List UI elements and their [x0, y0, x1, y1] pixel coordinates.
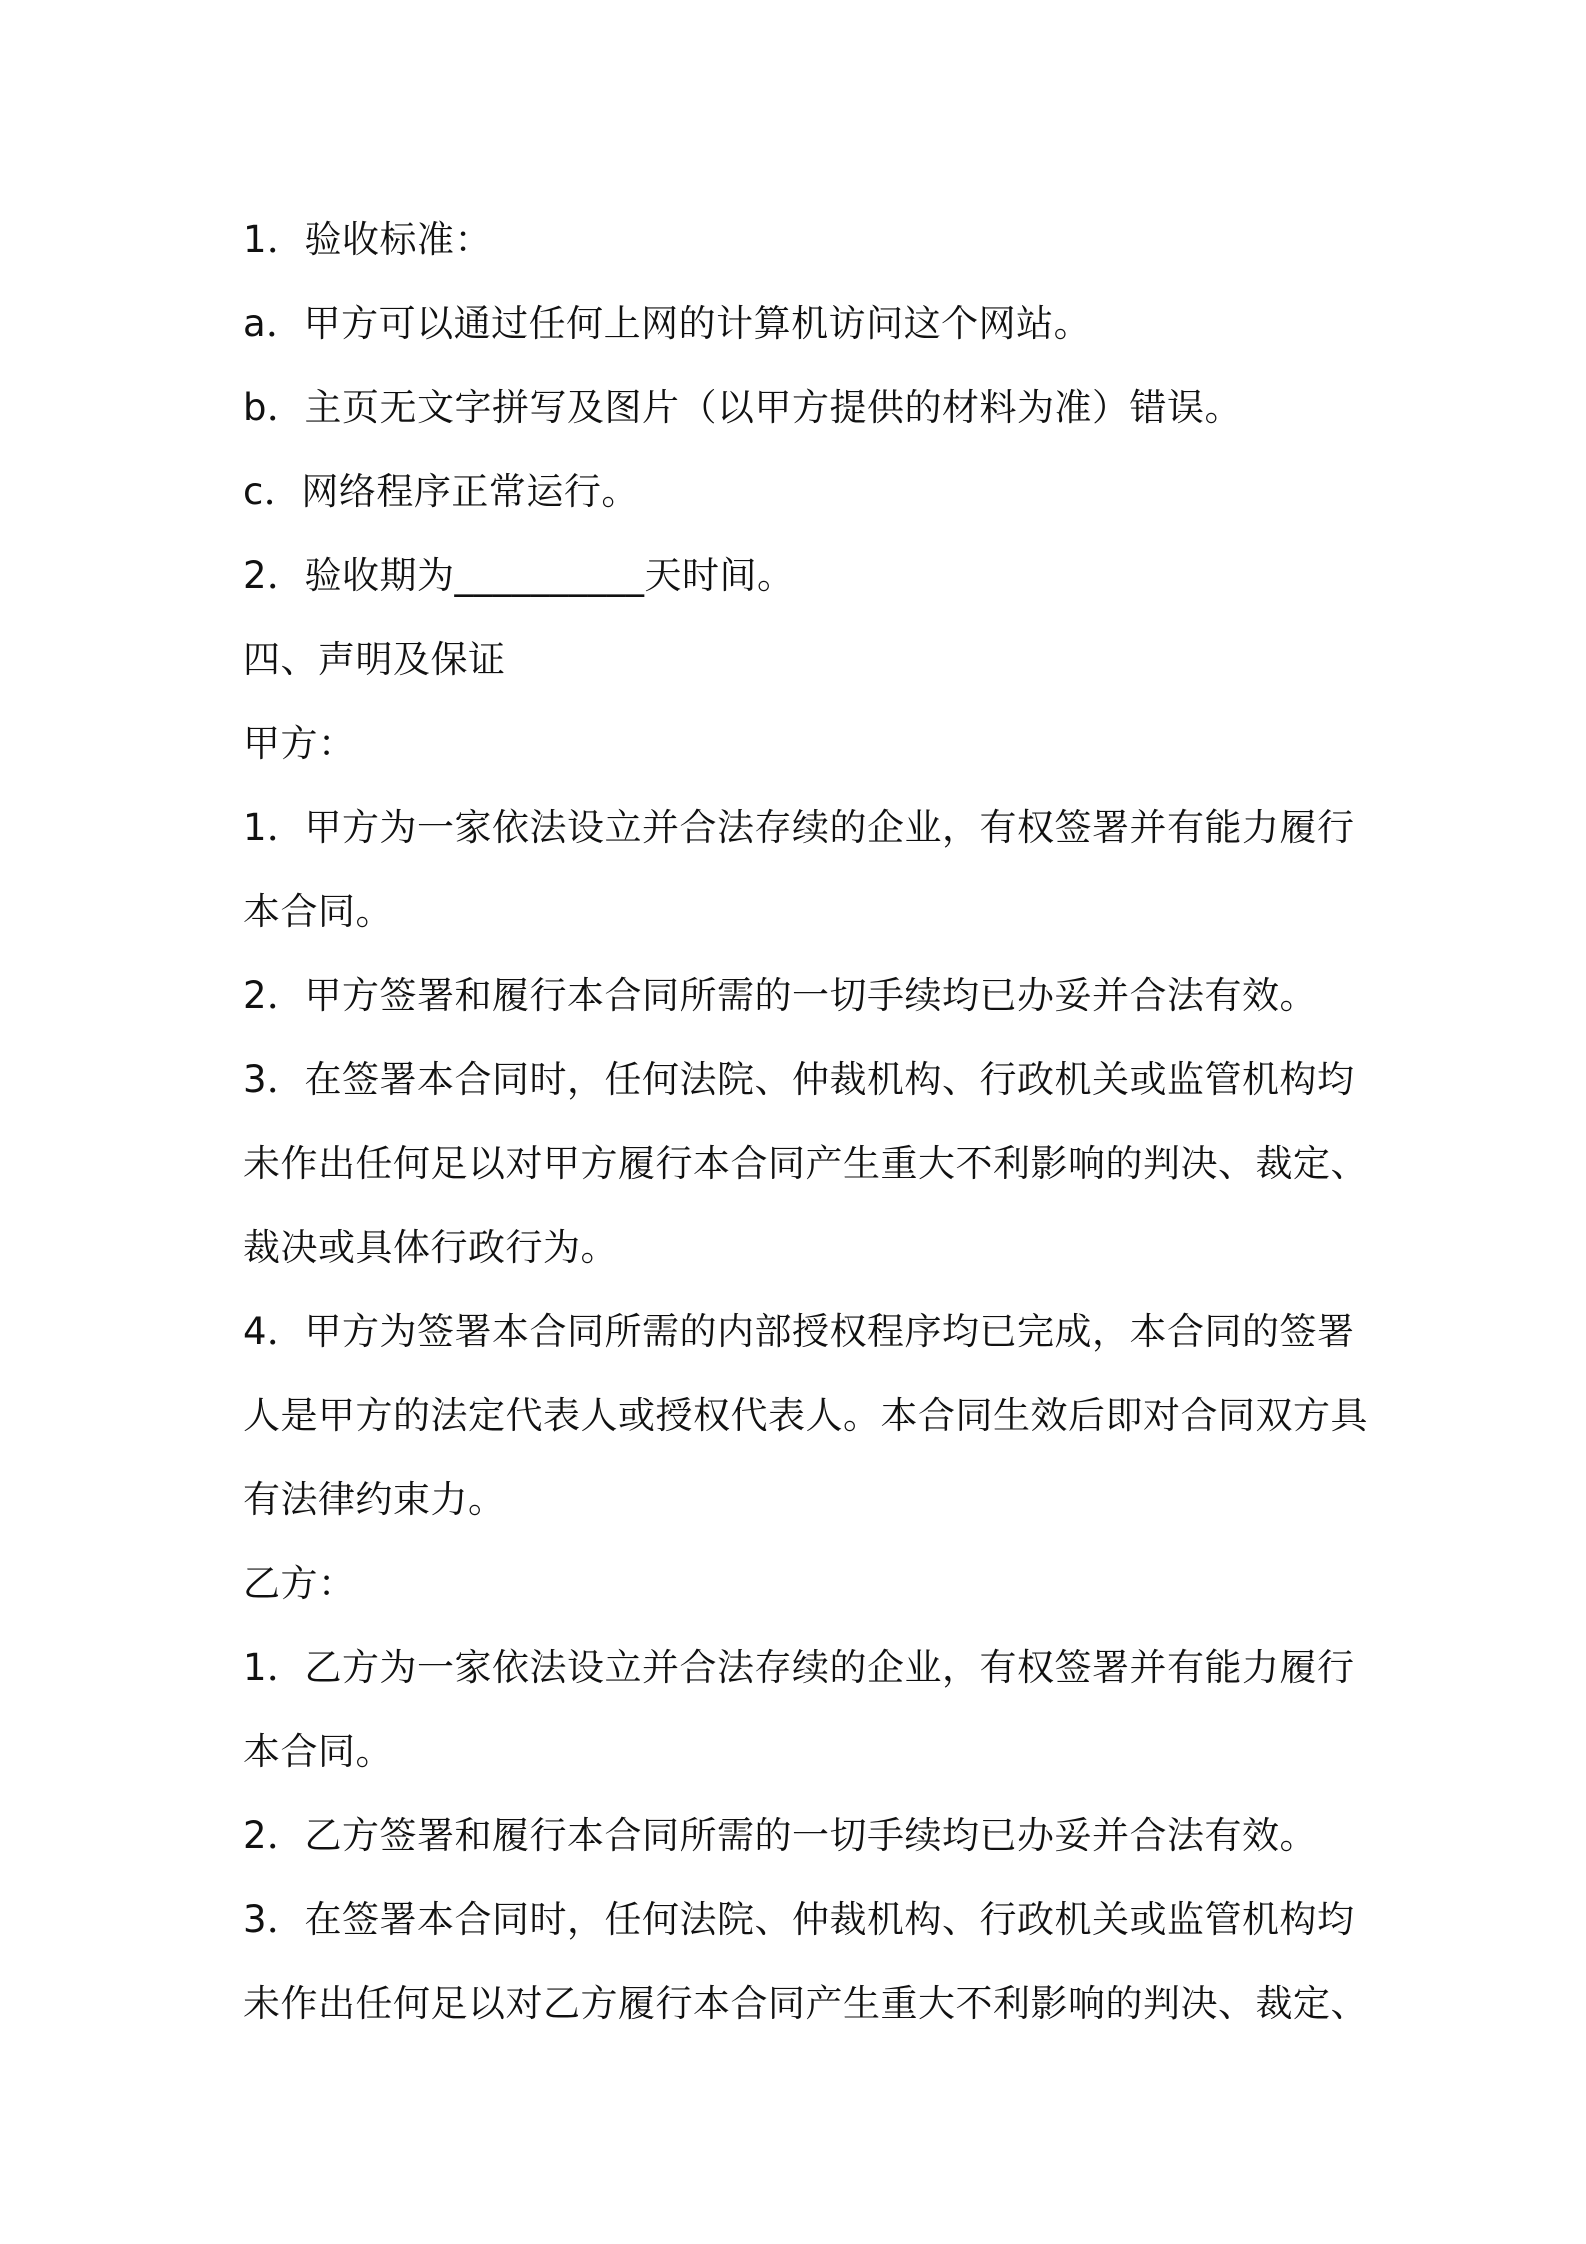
- party-b-label: 乙方：: [243, 1562, 356, 1605]
- party-a-label: 甲方：: [243, 722, 356, 765]
- party-a-clause-4-line-1: 4．甲方为签署本合同所需的内部授权程序均已完成，本合同的签署: [243, 1310, 1355, 1353]
- list-item-b: b．主页无文字拼写及图片（以甲方提供的材料为准）错误。: [243, 386, 1242, 429]
- list-item-c: c．网络程序正常运行。: [243, 470, 639, 513]
- list-item-a: a．甲方可以通过任何上网的计算机访问这个网站。: [243, 302, 1092, 345]
- party-a-clause-3-line-1: 3．在签署本合同时，任何法院、仲裁机构、行政机关或监管机构均: [243, 1058, 1355, 1101]
- party-b-clause-2: 2．乙方签署和履行本合同所需的一切手续均已办妥并合法有效。: [243, 1814, 1318, 1857]
- party-a-clause-4-line-2: 人是甲方的法定代表人或授权代表人。本合同生效后即对合同双方具: [243, 1394, 1368, 1437]
- party-b-clause-1-line-2: 本合同。: [243, 1730, 393, 1773]
- document-body: [243, 198, 1368, 2046]
- party-a-clause-2: 2．甲方签署和履行本合同所需的一切手续均已办妥并合法有效。: [243, 974, 1318, 1017]
- party-a-clause-3-line-3: 裁决或具体行政行为。: [243, 1226, 618, 1269]
- acceptance-period: 2．验收期为__________天时间。: [243, 554, 795, 597]
- party-b-clause-1-line-1: 1．乙方为一家依法设立并合法存续的企业，有权签署并有能力履行: [243, 1646, 1355, 1689]
- party-a-clause-3-line-2: 未作出任何足以对甲方履行本合同产生重大不利影响的判决、裁定、: [243, 1142, 1368, 1185]
- section-heading-declarations: 四、声明及保证: [243, 638, 506, 681]
- party-a-clause-1-line-1: 1．甲方为一家依法设立并合法存续的企业，有权签署并有能力履行: [243, 806, 1355, 849]
- heading-acceptance-standard: 1．验收标准：: [243, 218, 493, 261]
- party-a-clause-1-line-2: 本合同。: [243, 890, 393, 933]
- party-b-clause-3-line-1: 3．在签署本合同时，任何法院、仲裁机构、行政机关或监管机构均: [243, 1898, 1355, 1941]
- party-b-clause-3-line-2: 未作出任何足以对乙方履行本合同产生重大不利影响的判决、裁定、: [243, 1982, 1368, 2025]
- party-a-clause-4-line-3: 有法律约束力。: [243, 1478, 506, 1521]
